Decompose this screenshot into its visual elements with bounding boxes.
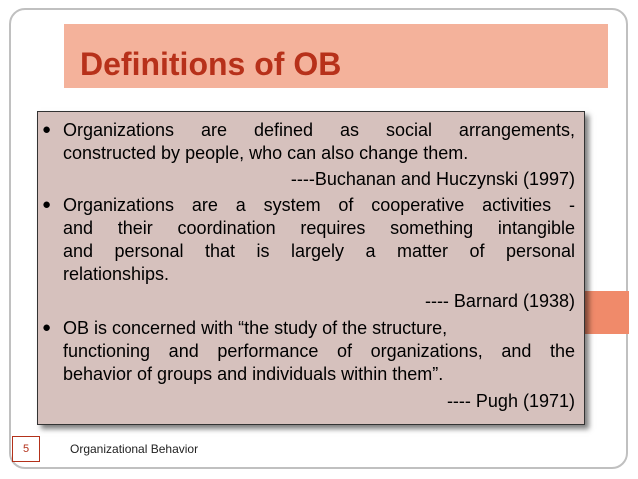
definition-3-line-2: functioning and performance of organizations, and the: [63, 341, 575, 361]
definition-1-line-1: Organizations are defined as social arrangements,: [63, 120, 575, 140]
definition-2-line-3: and personal that is largely a matter of personal: [63, 241, 575, 261]
definition-3-line-3: behavior of groups and individuals within them”.: [63, 364, 444, 384]
definition-1-line-2: constructed by people, who can also change them.: [63, 143, 469, 163]
slide-title: Definitions of OB: [80, 46, 342, 82]
definition-2-line-1: Organizations are a system of cooperative activities -: [63, 195, 575, 215]
definition-3-source: ---- Pugh (1971): [446, 391, 575, 411]
definition-2-source: ---- Barnard (1938): [424, 291, 575, 311]
slide-number: 5: [12, 436, 40, 462]
bullet-icon: ●: [42, 121, 52, 138]
definition-2-line-4: relationships.: [63, 264, 170, 284]
accent-block: [583, 291, 629, 334]
bullet-icon: ●: [42, 319, 52, 336]
definition-2-line-2: and their coordination requires something intangible: [63, 218, 575, 238]
definition-1-source: ----Buchanan and Huczynski (1997): [290, 169, 575, 189]
bullet-icon: ●: [42, 196, 52, 213]
definition-3-line-1: OB is concerned with “the study of the structure,: [63, 318, 448, 338]
footer-text: Organizational Behavior: [70, 442, 199, 456]
